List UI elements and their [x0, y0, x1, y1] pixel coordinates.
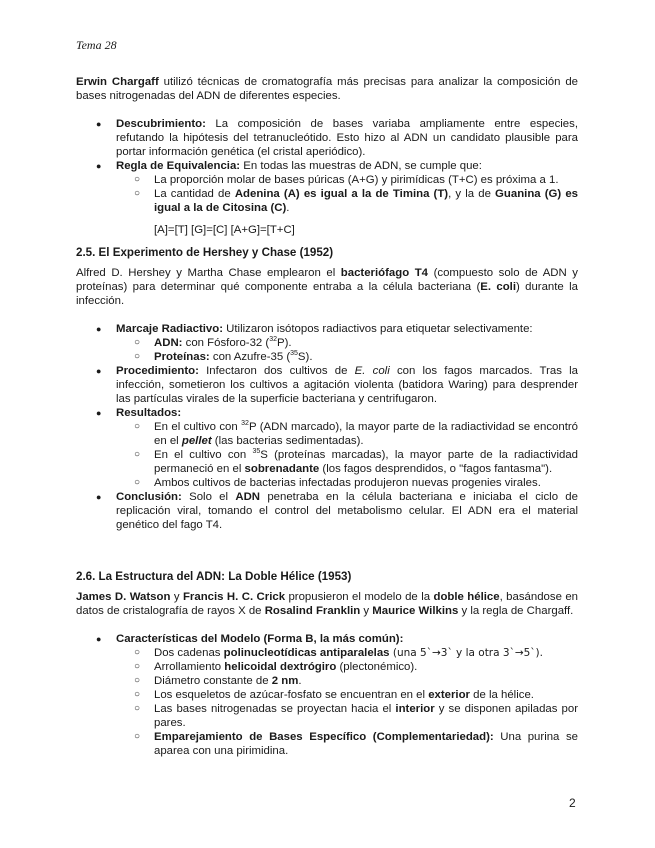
- chargaff-list: [76, 117, 578, 215]
- sublist: [116, 336, 578, 364]
- page-content: [76, 75, 578, 758]
- list-item: ○ Proteínas: con Azufre-35 ($^{35}$S).: [116, 350, 578, 364]
- model-features-list: [76, 632, 578, 758]
- watson-crick-paragraph: James D. Watson y Francis H. C. Crick propusieron el modelo de la doble hélice, basándose en datos de cristalografía de rayos X de Rosalind Franklin y Maurice Wilkins y la regla de Chargaff.: [76, 591, 578, 617]
- sublist: [116, 646, 578, 758]
- list-item: ○ La cantidad de Adenina (A) es igual a la de Timina (T), y la de Guanina (G) es igual a la de Citosina (C).: [116, 187, 578, 215]
- list-item: ○ ADN: con Fósforo-32 ($^{32}$P).: [116, 336, 578, 350]
- section-title-2-5: 2.5. El Experimento de Hershey y Chase (1952): [76, 246, 334, 259]
- section-title-2-6: 2.6. La Estructura del ADN: La Doble Hélice (1953): [76, 570, 352, 583]
- list-item: ● Resultados: ○ En el cultivo con $^{32}$P (ADN marcado), la mayor parte de la radiactividad se encontró en el pellet (las bacterias sedimentadas). ○ En el cultivo con $^{35}$S (proteínas marcadas), la mayor parte de la radiactividad permaneció en el sobrenadante (los fagos desprendidos, o "fagos fantasma"). ○ Ambos cultivos de bacterias infectadas produjeron nuevas progenies virales.: [76, 406, 578, 490]
- list-item: ● Descubrimiento: La composición de bases variaba ampliamente entre especies, refutando la hipótesis del tetranucleótido. Esto hizo al ADN un candidato plausible para portar información genética (el cristal aperiódico).: [76, 117, 578, 159]
- chargaff-formula: [A]=[T] [G]=[C] [A+G]=[T+C]: [154, 224, 295, 236]
- list-item: ○ En el cultivo con $^{35}$S (proteínas marcadas), la mayor parte de la radiactividad permaneció en el sobrenadante (los fagos desprendidos, o "fagos fantasma").: [116, 448, 578, 476]
- list-item: ○ Ambos cultivos de bacterias infectadas produjeron nuevas progenies virales.: [116, 476, 578, 490]
- hershey-chase-list: [76, 322, 578, 532]
- page-number: 2: [569, 796, 576, 810]
- list-item: ○ Las bases nitrogenadas se proyectan hacia el interior y se disponen apiladas por pares.: [116, 702, 578, 730]
- hershey-chase-paragraph: Alfred D. Hershey y Martha Chase emplearon el bacteriófago T4 (compuesto solo de ADN y proteínas) para determinar qué componente entraba a la célula bacteriana (E. coli) durante la infección.: [76, 267, 579, 307]
- list-item: ○ Diámetro constante de 2 nm.: [116, 674, 578, 688]
- list-item: ● Conclusión: Solo el ADN penetraba en la célula bacteriana e iniciaba el ciclo de replicación viral, tomando el control del metabolismo celular. El ADN era el material genético del fago T4.: [76, 490, 578, 532]
- chargaff-intro: Erwin Chargaff utilizó técnicas de cromatografía más precisas para analizar la composición de bases nitrogenadas del ADN de diferentes especies.: [76, 76, 578, 102]
- list-item: ○ Emparejamiento de Bases Específico (Complementariedad): Una purina se aparea con una pirimidina.: [116, 730, 578, 758]
- page-header: Tema 28: [76, 38, 117, 52]
- list-item: ● Procedimiento: Infectaron dos cultivos de E. coli con los fagos marcados. Tras la infección, sometieron los cultivos a agitación violenta (batidora Waring) para desprender las partículas virales de la superficie bacteriana y centrifugaron.: [76, 364, 578, 406]
- list-item: ○ Dos cadenas polinucleotídicas antiparalelas (una 5`→3` y la otra 3`→5`).: [116, 646, 578, 660]
- list-item: ○ La proporción molar de bases púricas (A+G) y pirimídicas (T+C) es próxima a 1.: [116, 173, 578, 187]
- sublist: [116, 173, 578, 215]
- list-item: ● Características del Modelo (Forma B, la más común): ○ Dos cadenas polinucleotídicas antiparalelas (una 5`→3` y la otra 3`→5`). ○ Arrollamiento helicoidal dextrógiro (plectonémico). ○ Diámetro constante de 2 nm. ○ Los esqueletos de azúcar-fosfato se encuentran en el exterior de la hélice. ○ Las bases nitrogenadas se proyectan hacia el interior y se disponen apiladas por pares. ○ Emparejamiento de Bases Específico (Complementariedad): Una purina se aparea con una pirimidina.: [76, 632, 578, 758]
- sublist: [116, 420, 578, 490]
- list-item: ● Marcaje Radiactivo: Utilizaron isótopos radiactivos para etiquetar selectivamente: ○ ADN: con Fósforo-32 ($^{32}$P). ○ Proteínas: con Azufre-35 ($^{35}$S).: [76, 322, 578, 364]
- list-item: ○ En el cultivo con $^{32}$P (ADN marcado), la mayor parte de la radiactividad se encontró en el pellet (las bacterias sedimentadas).: [116, 420, 578, 448]
- list-item: ● Regla de Equivalencia: En todas las muestras de ADN, se cumple que: ○ La proporción molar de bases púricas (A+G) y pirimídicas (T+C) es próxima a 1. ○ La cantidad de Adenina (A) es igual a la de Timina (T), y la de Guanina (G) es igual a la de Citosina (C).: [76, 159, 578, 215]
- list-item: ○ Arrollamiento helicoidal dextrógiro (plectonémico).: [116, 660, 578, 674]
- list-item: ○ Los esqueletos de azúcar-fosfato se encuentran en el exterior de la hélice.: [116, 688, 578, 702]
